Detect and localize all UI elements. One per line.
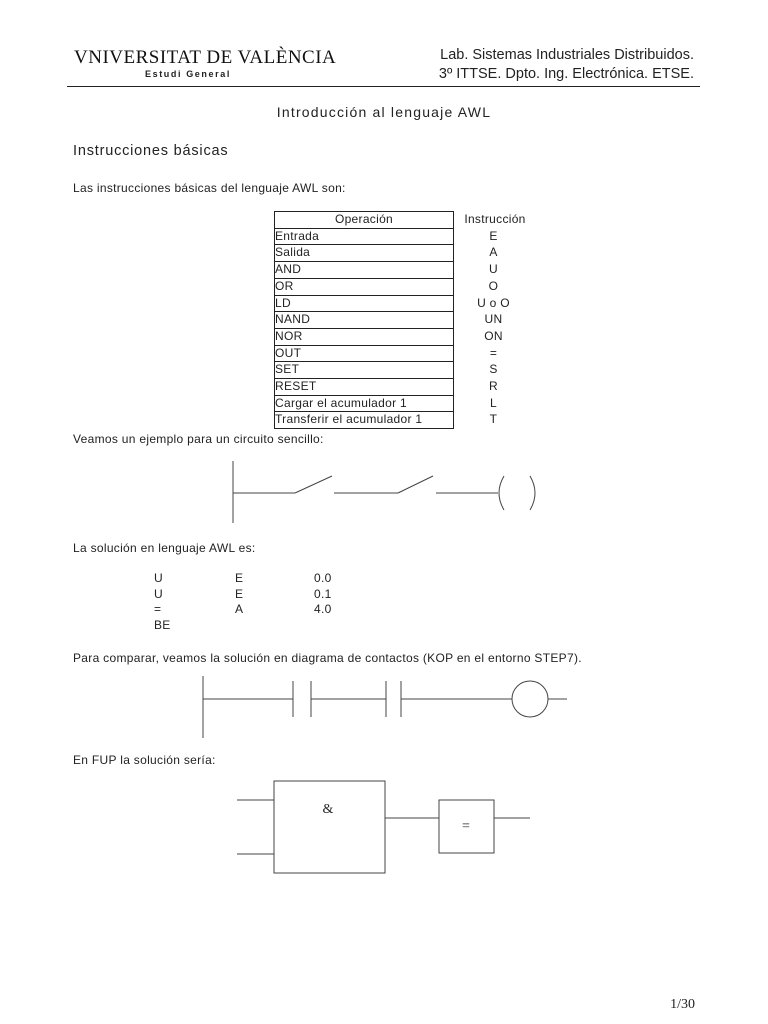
operation-cell: NAND: [275, 312, 454, 329]
operation-cell: Entrada: [275, 228, 454, 245]
switch-2-icon: [398, 476, 433, 493]
document-title: Introducción al lenguaje AWL: [276, 104, 492, 120]
university-logo-text: VNIVERSITAT DE VALÈNCIA: [74, 47, 337, 68]
awl-address: 0.1: [314, 586, 332, 601]
coil-left-arc-icon: [499, 476, 504, 510]
awl-op: U: [154, 571, 163, 585]
instruction-cell: =: [454, 345, 534, 362]
operation-cell: Salida: [275, 245, 454, 262]
section-heading: Instrucciones básicas: [73, 143, 229, 159]
awl-op: BE: [154, 617, 171, 632]
course-line-1: Lab. Sistemas Industriales Distribuidos.: [440, 47, 694, 63]
kop-ladder-diagram: [203, 676, 567, 738]
awl-address: 0.0: [314, 571, 332, 585]
university-logo-subtitle: Estudi General: [145, 69, 231, 79]
switch-1-icon: [295, 476, 332, 493]
table-header-instruction: Instrucción: [454, 212, 534, 229]
course-line-2: 3º ITTSE. Dpto. Ing. Electrónica. ETSE.: [438, 66, 694, 82]
instruction-cell: U: [454, 262, 534, 279]
instruction-cell: R: [454, 379, 534, 396]
simple-circuit-diagram: [233, 461, 535, 523]
instruction-cell: T: [454, 412, 534, 429]
intro-paragraph: Las instrucciones básicas del lenguaje AWL son:: [73, 181, 346, 195]
instruction-cell: U o O: [454, 295, 534, 312]
example-paragraph: Veamos un ejemplo para un circuito sencillo:: [73, 432, 324, 446]
and-block-label: &: [322, 802, 334, 817]
page-number: 1/30: [670, 997, 695, 1012]
operation-cell: OUT: [275, 345, 454, 362]
awl-area: E: [235, 571, 244, 585]
fup-paragraph: En FUP la solución sería:: [73, 753, 216, 767]
instruction-cell: ON: [454, 328, 534, 345]
instruction-cell: E: [454, 228, 534, 245]
instruction-cell: A: [454, 245, 534, 262]
instruction-cell: UN: [454, 312, 534, 329]
coil-right-arc-icon: [530, 476, 535, 510]
table-header-operation: Operación: [275, 212, 454, 229]
assign-block-label: =: [462, 819, 470, 834]
instruction-cell: O: [454, 278, 534, 295]
operation-cell: Transferir el acumulador 1: [275, 412, 454, 429]
instruction-cell: L: [454, 395, 534, 412]
fup-diagram: [237, 781, 530, 873]
awl-address: 4.0: [314, 602, 332, 616]
and-block: [274, 781, 385, 873]
solution-paragraph: La solución en lenguaje AWL es:: [73, 541, 256, 555]
instruction-cell: S: [454, 362, 534, 379]
awl-area: A: [235, 602, 244, 616]
operation-cell: OR: [275, 278, 454, 295]
operation-cell: LD: [275, 295, 454, 312]
awl-area: E: [235, 586, 244, 601]
operation-cell: NOR: [275, 328, 454, 345]
operation-cell: SET: [275, 362, 454, 379]
operation-cell: RESET: [275, 379, 454, 396]
awl-op: U: [154, 586, 163, 601]
operation-cell: AND: [275, 262, 454, 279]
kop-paragraph: Para comparar, veamos la solución en diagrama de contactos (KOP en el entorno STEP7).: [73, 651, 582, 665]
awl-op: =: [154, 602, 162, 616]
operation-cell: Cargar el acumulador 1: [275, 395, 454, 412]
coil-icon: [512, 681, 548, 717]
